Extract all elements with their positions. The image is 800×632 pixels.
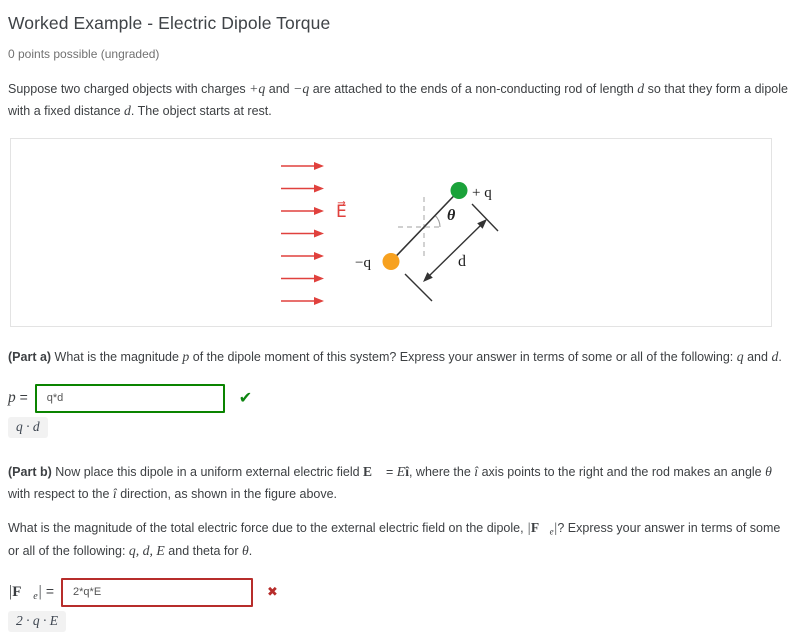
electric-field-arrows bbox=[281, 162, 324, 305]
page-title: Worked Example - Electric Dipole Torque bbox=[8, 13, 331, 33]
distance-label: d bbox=[458, 252, 466, 270]
correct-check-icon: ✔ bbox=[238, 390, 253, 408]
part-b-answer-input[interactable] bbox=[61, 578, 253, 607]
part-b-answer-label: $|F⃗_e|$ = bbox=[8, 582, 55, 602]
negative-charge-label: −q bbox=[355, 254, 371, 271]
part-b-question: What is the magnitude of the total electric force due to the external electric field on the dipole, $|F⃗_e|$? Express your answer in terms of some or all of the following: q, d, E and theta for θ. bbox=[8, 520, 781, 558]
field-vector-label: E⃗ bbox=[336, 201, 347, 221]
problem-intro: Suppose two charged objects with charges +q and −q are attached to the ends of a non-conducting rod of length d so that they form a dipole with a fixed distance d. The object starts at rest. bbox=[8, 81, 788, 119]
negative-charge-ball bbox=[383, 253, 400, 270]
part-b-answer-row bbox=[8, 578, 792, 607]
part-b-prompt: (Part b) Now place this dipole in a uniform external electric field E⃗ = Eî, where the î axis points to the right and the rod makes an angle θ with respect to the î direction, as shown in the figure above. bbox=[8, 463, 772, 502]
dipole-rod bbox=[391, 190, 459, 261]
positive-charge-ball bbox=[451, 182, 468, 199]
angle-arc bbox=[435, 215, 440, 227]
part-a-prompt: (Part a) What is the magnitude p of the dipole moment of this system? Express your answer in terms of some or all of the following: q and d. bbox=[8, 348, 782, 364]
incorrect-x-icon: ✖ bbox=[267, 584, 278, 600]
part-b-feedback-formula: 2 · q · E bbox=[8, 611, 66, 632]
part-a-answer-input[interactable] bbox=[35, 384, 225, 413]
part-a-answer-row bbox=[8, 384, 792, 413]
points-possible: 0 points possible (ungraded) bbox=[8, 47, 160, 61]
part-a-feedback-formula: q · d bbox=[8, 417, 48, 438]
positive-charge-label: + q bbox=[472, 184, 492, 201]
dipole-figure bbox=[10, 138, 772, 327]
angle-label: θ bbox=[447, 206, 456, 224]
part-a-answer-label: p = bbox=[8, 389, 28, 407]
